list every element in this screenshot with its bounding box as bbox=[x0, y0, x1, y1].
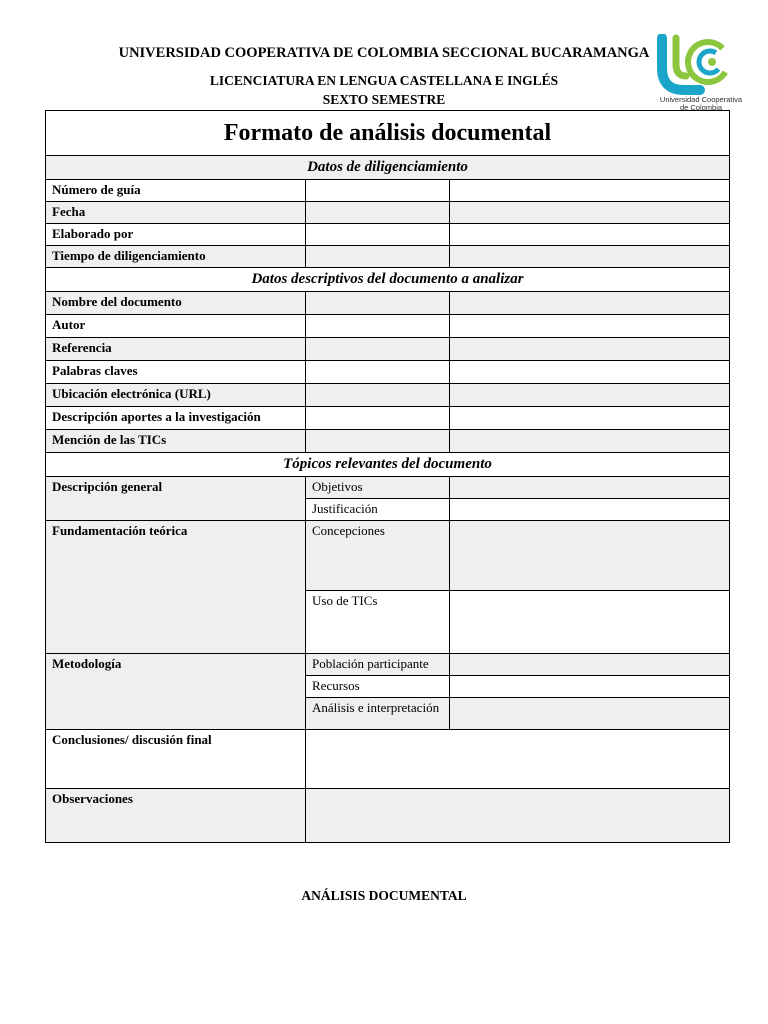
field-analisis[interactable] bbox=[450, 698, 730, 730]
field-mencion-tics-a[interactable] bbox=[306, 430, 450, 453]
label-justificacion: Justificación bbox=[306, 499, 450, 521]
label-numero-guia: Número de guía bbox=[46, 180, 306, 202]
institution-title: UNIVERSIDAD COOPERATIVA DE COLOMBIA SECCIONAL BUCARAMANGA bbox=[118, 45, 650, 61]
field-objetivos[interactable] bbox=[450, 477, 730, 499]
ucc-logo-icon bbox=[652, 34, 732, 96]
field-referencia-a[interactable] bbox=[306, 338, 450, 361]
label-tiempo: Tiempo de diligenciamiento bbox=[46, 246, 306, 268]
label-observaciones: Observaciones bbox=[46, 789, 306, 843]
footer-caption: ANÁLISIS DOCUMENTAL bbox=[301, 888, 467, 903]
label-referencia: Referencia bbox=[46, 338, 306, 361]
field-poblacion[interactable] bbox=[450, 654, 730, 676]
label-palabras-claves: Palabras claves bbox=[46, 361, 306, 384]
label-analisis: Análisis e interpretación bbox=[306, 698, 450, 730]
field-recursos[interactable] bbox=[450, 676, 730, 698]
field-referencia-b[interactable] bbox=[450, 338, 730, 361]
field-observaciones[interactable] bbox=[306, 789, 730, 843]
field-tiempo-a[interactable] bbox=[306, 246, 450, 268]
field-mencion-tics-b[interactable] bbox=[450, 430, 730, 453]
semester-title: SEXTO SEMESTRE bbox=[322, 92, 446, 107]
section-heading-topicos: Tópicos relevantes del documento bbox=[46, 453, 730, 477]
field-tiempo-b[interactable] bbox=[450, 246, 730, 268]
label-conclusiones: Conclusiones/ discusión final bbox=[46, 730, 306, 789]
label-mencion-tics: Mención de las TICs bbox=[46, 430, 306, 453]
form-title: Formato de análisis documental bbox=[46, 111, 730, 156]
label-metodologia: Metodología bbox=[46, 654, 306, 730]
field-justificacion[interactable] bbox=[450, 499, 730, 521]
field-nombre-documento-b[interactable] bbox=[450, 292, 730, 315]
label-uso-tics: Uso de TICs bbox=[306, 591, 450, 654]
label-autor: Autor bbox=[46, 315, 306, 338]
field-aportes-b[interactable] bbox=[450, 407, 730, 430]
field-conclusiones[interactable] bbox=[306, 730, 730, 789]
label-recursos: Recursos bbox=[306, 676, 450, 698]
field-elaborado-por-a[interactable] bbox=[306, 224, 450, 246]
field-autor-b[interactable] bbox=[450, 315, 730, 338]
field-palabras-claves-b[interactable] bbox=[450, 361, 730, 384]
label-objetivos: Objetivos bbox=[306, 477, 450, 499]
field-nombre-documento-a[interactable] bbox=[306, 292, 450, 315]
label-concepciones: Concepciones bbox=[306, 521, 450, 591]
section-heading-diligenciamiento: Datos de diligenciamiento bbox=[46, 156, 730, 180]
label-descripcion-general: Descripción general bbox=[46, 477, 306, 521]
logo-caption: Universidad Cooperativa de Colombia bbox=[659, 95, 743, 112]
field-fecha-a[interactable] bbox=[306, 202, 450, 224]
label-elaborado-por: Elaborado por bbox=[46, 224, 306, 246]
field-concepciones[interactable] bbox=[450, 521, 730, 591]
field-numero-guia-b[interactable] bbox=[450, 180, 730, 202]
field-palabras-claves-a[interactable] bbox=[306, 361, 450, 384]
field-numero-guia-a[interactable] bbox=[306, 180, 450, 202]
field-aportes-a[interactable] bbox=[306, 407, 450, 430]
label-fecha: Fecha bbox=[46, 202, 306, 224]
label-aportes: Descripción aportes a la investigación bbox=[46, 407, 306, 430]
field-elaborado-por-b[interactable] bbox=[450, 224, 730, 246]
field-url-a[interactable] bbox=[306, 384, 450, 407]
analysis-form-table bbox=[45, 110, 730, 843]
label-nombre-documento: Nombre del documento bbox=[46, 292, 306, 315]
field-fecha-b[interactable] bbox=[450, 202, 730, 224]
university-logo bbox=[652, 34, 744, 112]
field-url-b[interactable] bbox=[450, 384, 730, 407]
label-poblacion: Población participante bbox=[306, 654, 450, 676]
label-fundamentacion: Fundamentación teórica bbox=[46, 521, 306, 654]
field-autor-a[interactable] bbox=[306, 315, 450, 338]
label-url: Ubicación electrónica (URL) bbox=[46, 384, 306, 407]
program-title: LICENCIATURA EN LENGUA CASTELLANA E INGLÉS bbox=[209, 73, 559, 88]
section-heading-descriptivos: Datos descriptivos del documento a analizar bbox=[46, 268, 730, 292]
field-uso-tics[interactable] bbox=[450, 591, 730, 654]
